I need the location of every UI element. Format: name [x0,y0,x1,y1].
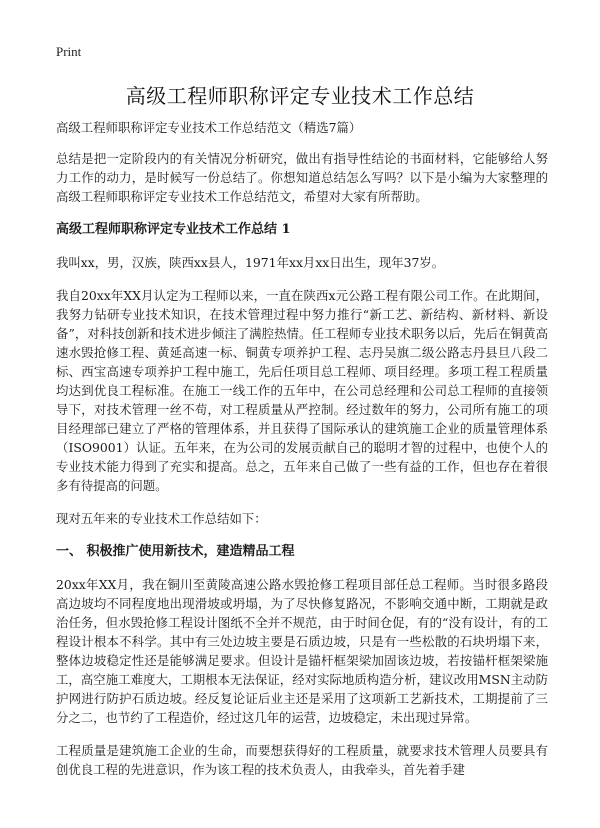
summary-intro-paragraph: 现对五年来的专业技术工作总结如下： [56,511,267,526]
intro-paragraph: 总结是把一定阶段内的有关情况分析研究，做出有指导性结论的书面材料，它能够给人努力工作的动力，是时候写一份总结了。你想知道总结怎么写吗？以下是小编为大家整理的高级工程师职称评定专业技术工作总结范文，希望对大家有所帮助。 [56,151,548,204]
personal-info-paragraph: 我叫xx，男，汉族，陕西xx县人，1971年xx月xx日出生，现年37岁。 [56,255,445,270]
document-body [56,118,548,793]
section-heading: 高级工程师职称评定专业技术工作总结 1 [56,222,291,237]
document-subtitle: 高级工程师职称评定专业技术工作总结范文（精选7篇） [56,120,362,135]
point-heading: 一、 积极推广使用新技术，建造精品工程 [56,544,295,559]
page-title: 高级工程师职称评定专业技术工作总结 [125,84,475,108]
print-link[interactable]: Print [56,44,82,59]
point-paragraph: 20xx年XX月，我在铜川至黄陵高速公路水毁抢修工程项目部任总工程师。当时很多路段高边坡均不同程度地出现滑坡或坍塌，为了尽快修复路况，不影响交通中断，工期就是政治任务，但水毁抢修工程设计图纸不全并不规范，由于时间仓促，有的“没有设计，有的工程设计根本不科学。其中有三处边坡主要是石质边坡，只是有一些松散的石块坍塌下来，整体边坡稳定性还是能够满足要求。但设计是锚杆框架梁加固该边坡，若按锚杆框架梁施工，高空施工难度大，工期根本无法保证，经对实际地质构造分析，建议改用MSN主动防护网进行防护石质边坡。经反复论证后业主还是采用了这项新工艺新技术，工期提前了三分之二，也节约了工程造价，经过这几年的运营，边坡稳定，未出现过异常。 [56,577,548,725]
quality-paragraph: 工程质量是建筑施工企业的生命，而要想获得好的工程质量，就要求技术管理人员要具有创优良工程的先进意识，作为该工程的技术负责人，由我牵头，首先着手建 [56,743,548,777]
career-paragraph: 我自20xx年XX月认定为工程师以来，一直在陕西x元公路工程有限公司工作。在此期间，我努力钻研专业技术知识，在技术管理过程中努力推行“新工艺、新结构、新材料、新设备”，对科技创新和技术进步倾注了满腔热情。任工程师专业技术职务以后，先后在铜黄高速水毁抢修工程、黄延高速一标、铜黄专项养护工程、志丹吴旗二级公路志丹县旦八段二标、西宝高速专项养护工程中施工，先后任项目总工程师、项目经理。多项工程工程质量均达到优良工程标准。在施工一线工作的五年中，在公司总经理和公司总工程师的直接领导下，对技术管理一丝不苟，对工程质量从严控制。经过数年的努力，公司所有施工的项目经理部已建立了严格的管理体系，并且获得了国际承认的建筑施工企业的质量管理体系（ISO9001）认证。五年来，在为公司的发展贡献自己的聪明才智的过程中，也使个人的专业技术能力得到了充实和提高。总之，五年来自己做了一些有益的工作，但也存在着很多有待提高的问题。 [56,288,548,493]
